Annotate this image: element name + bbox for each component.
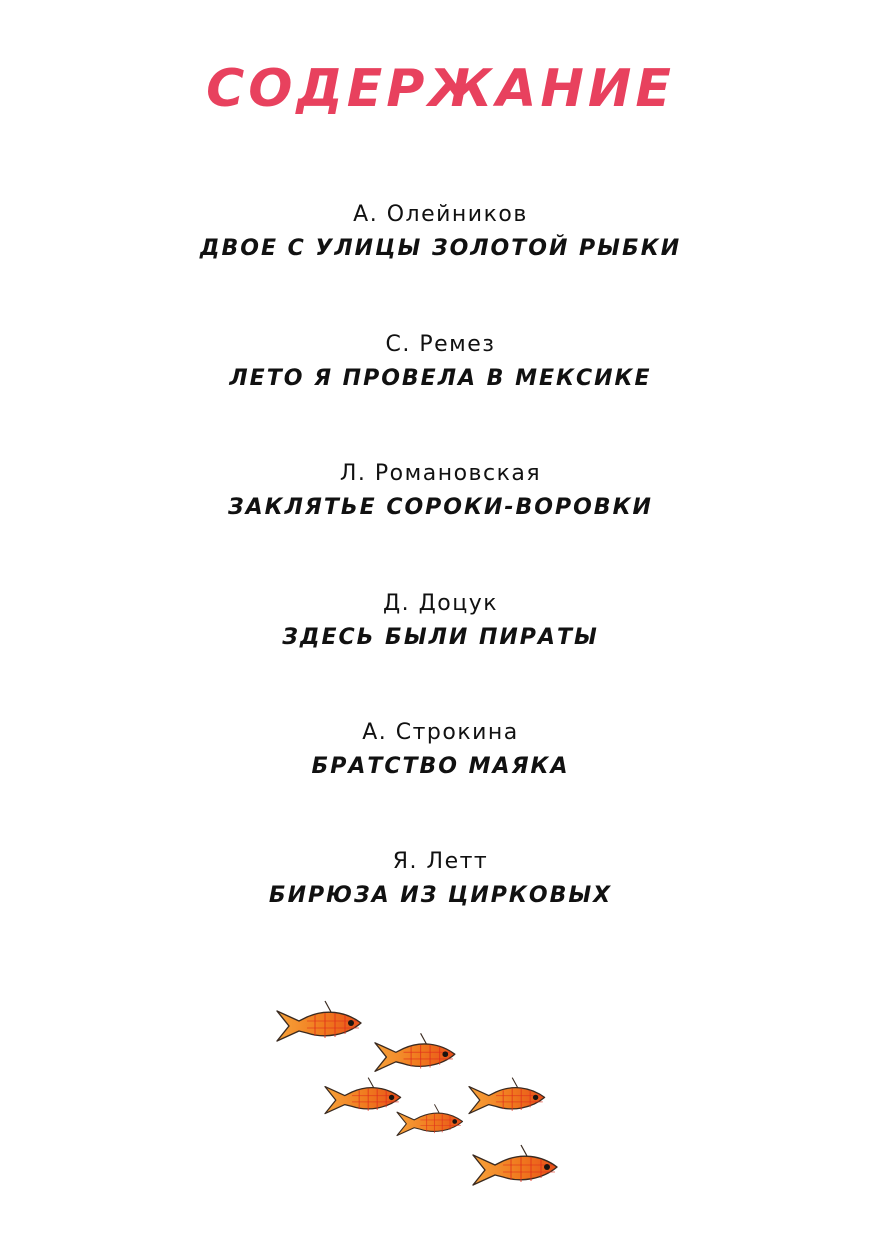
fish-icon xyxy=(473,1145,557,1185)
toc-title[interactable]: ДВОЕ С УЛИЦЫ ЗОЛОТОЙ РЫБКИ xyxy=(199,236,682,261)
toc-entry-6[interactable] xyxy=(0,847,881,913)
toc-entry-2[interactable] xyxy=(0,330,881,396)
toc-title[interactable]: ЗАКЛЯТЬЕ СОРОКИ-ВОРОВКИ xyxy=(228,495,653,520)
goldfish-school-icon xyxy=(265,995,575,1205)
toc-title[interactable]: БИРЮЗА ИЗ ЦИРКОВЫХ xyxy=(268,883,613,908)
toc-author: Л. Романовская xyxy=(339,461,542,486)
toc-entry-5[interactable] xyxy=(0,718,881,784)
toc-author: С. Ремез xyxy=(385,332,496,357)
fish-icon xyxy=(397,1104,463,1135)
toc-author: А. Олейников xyxy=(353,202,528,227)
fish-icon xyxy=(469,1078,545,1114)
toc-author: Д. Доцук xyxy=(382,591,499,616)
toc-author: А. Строкина xyxy=(362,720,519,745)
page-title: СОДЕРЖАНИЕ xyxy=(206,59,675,119)
toc-title[interactable]: ЗДЕСЬ БЫЛИ ПИРАТЫ xyxy=(282,625,599,650)
fish-icon xyxy=(375,1033,455,1071)
toc-title[interactable]: БРАТСТВО МАЯКА xyxy=(311,754,570,779)
toc-entry-1[interactable] xyxy=(0,200,881,266)
fish-icon xyxy=(325,1078,401,1114)
toc-author: Я. Летт xyxy=(392,849,489,874)
toc-entry-3[interactable] xyxy=(0,459,881,525)
toc-title[interactable]: ЛЕТО Я ПРОВЕЛА В МЕКСИКЕ xyxy=(229,366,652,391)
fish-icon xyxy=(277,1001,361,1041)
toc-entry-4[interactable] xyxy=(0,589,881,655)
